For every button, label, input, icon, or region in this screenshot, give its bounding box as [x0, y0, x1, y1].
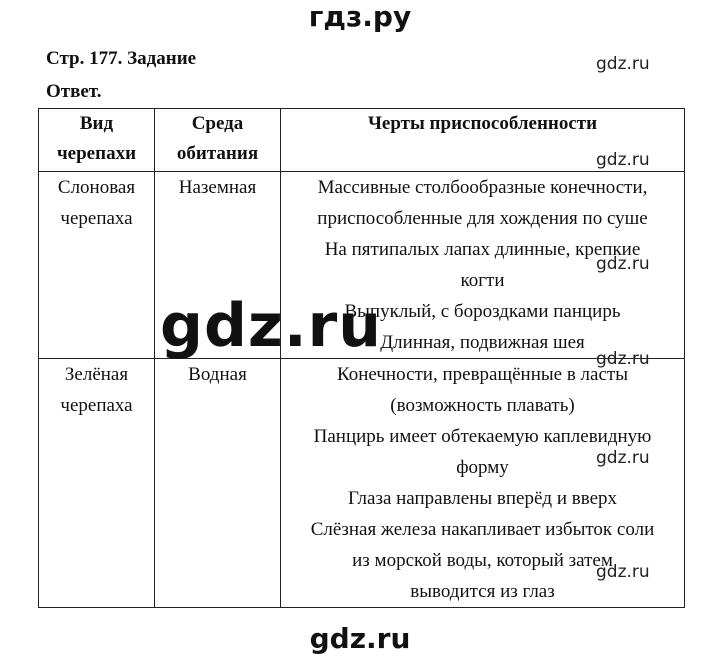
trait-line: Слёзная железа накапливает избыток соли [310, 519, 655, 540]
trait-line: Конечности, превращённые в ласты [337, 364, 628, 385]
species-cell [39, 172, 155, 359]
watermark-large: gdz.ru [160, 291, 382, 361]
trait-line: приспособленные для хождения по суше [317, 208, 648, 229]
species-line: Зелёная [64, 364, 129, 385]
site-footer[interactable]: gdz.ru [309, 622, 411, 655]
trait-line: (возможность плавать) [390, 395, 575, 416]
species-line: черепаха [60, 395, 133, 416]
watermark: gdz.ru [596, 562, 650, 582]
table-row [39, 359, 685, 608]
watermark: gdz.ru [596, 254, 650, 274]
header-habitat-line: Среда [191, 113, 244, 134]
header-species-line: черепахи [56, 143, 137, 164]
habitat-cell [155, 359, 281, 608]
species-cell [39, 359, 155, 608]
trait-line: когти [460, 270, 505, 291]
trait-line: из морской воды, который затем [352, 550, 613, 571]
watermark: gdz.ru [596, 448, 650, 468]
header-habitat [155, 109, 281, 172]
trait-line: На пятипалых лапах длинные, крепкие [324, 239, 641, 260]
trait-line: выводится из глаз [410, 581, 555, 602]
habitat-line: Наземная [178, 177, 257, 198]
task-title: Стр. 177. Задание [46, 48, 197, 69]
watermark: gdz.ru [596, 150, 650, 170]
answer-label: Ответ. [46, 81, 102, 102]
header-species [39, 109, 155, 172]
header-species-line: Вид [79, 113, 114, 134]
trait-line: форму [456, 457, 509, 478]
trait-line: Массивные столбообразные конечности, [317, 177, 648, 198]
header-traits-line: Черты приспособленности [367, 113, 598, 134]
watermark: gdz.ru [596, 54, 650, 74]
trait-line: Панцирь имеет обтекаемую каплевидную [313, 426, 652, 447]
habitat-line: Водная [188, 364, 247, 385]
header-habitat-line: обитания [176, 143, 259, 164]
trait-line: Длинная, подвижная шея [380, 332, 585, 353]
trait-line: Выпуклый, с бороздками панцирь [344, 301, 621, 322]
table-header-row [39, 109, 685, 172]
watermark: gdz.ru [596, 349, 650, 369]
site-header[interactable]: гдз.ру [308, 0, 412, 33]
species-line: Слоновая [57, 177, 136, 198]
species-line: черепаха [60, 208, 133, 229]
trait-line: Глаза направлены вперёд и вверх [347, 488, 618, 509]
